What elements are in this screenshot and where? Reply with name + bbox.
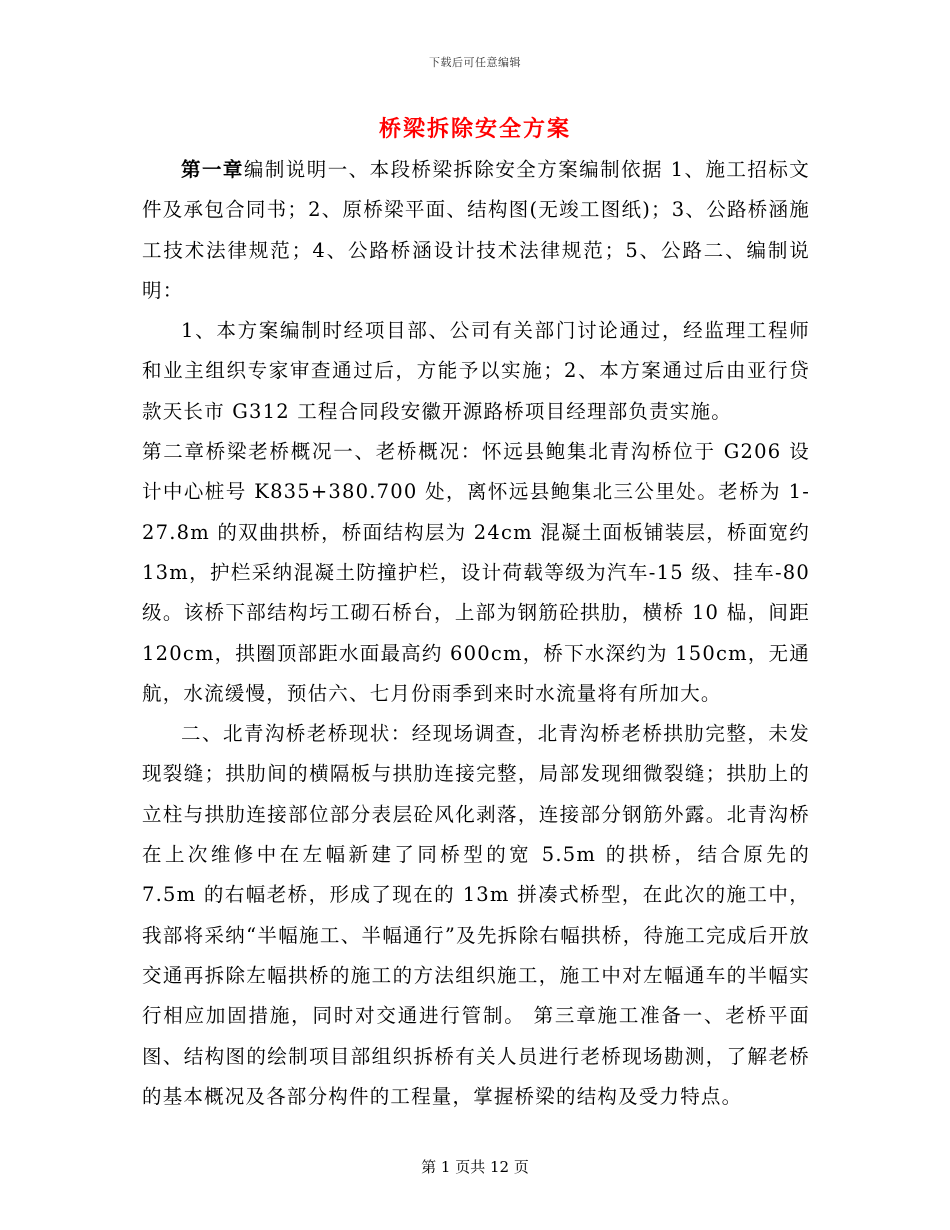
- chapter-one-heading: 第一章: [181, 158, 244, 181]
- paragraph-notes: [142, 311, 810, 432]
- page-number: 第 1 页共 12 页: [421, 1158, 529, 1176]
- header-note: 下载后可任意编辑: [429, 56, 521, 69]
- paragraph-chapter-two: [142, 432, 810, 714]
- document-title: 桥梁拆除安全方案: [378, 116, 571, 142]
- bridge-status-text: 二、北青沟桥老桥现状：经现场调查，北青沟桥老桥拱肋完整，未发现裂缝；拱肋间的横隔板与拱肋连接完整，局部发现细微裂缝；拱肋上的立柱与拱肋连接部位部分表层砼风化剥落，连接部分钢筋外露。北青沟桥在上次维修中在左幅新建了同桥型的宽 5.5m 的拱桥，结合原先的 7.5m 的右幅老桥，形成了现在的 13m 拼凑式桥型，在此次的施工中，我部将采纳“半幅施工、半幅通行”及先拆除右幅拱桥，待施工完成后开放交通再拆除左幅拱桥的施工的方法组织施工，施工中对左幅通车的半幅实行相应加固措施，同时对交通进行管制。 第三章施工准备一、老桥平面图、结构图的绘制项目部组织拆桥有关人员进行老桥现场勘测，了解老桥的基本概况及各部分构件的工程量，掌握桥梁的结构及受力特点。: [142, 722, 810, 1108]
- chapter-two-text: 第二章桥梁老桥概况一、老桥概况：怀远县鲍集北青沟桥位于 G206 设计中心桩号 K835+380.700 处，离怀远县鲍集北三公里处。老桥为 1-27.8m 的双曲拱桥，桥面结构层为 24cm 混凝土面板铺装层，桥面宽约 13m，护栏采纳混凝土防撞护栏，设计荷载等级为汽车-15 级、挂车-80 级。该桥下部结构圬工砌石桥台，上部为钢筋砼拱肋，横桥 10 榀，间距 120cm，拱圈顶部距水面最高约 600cm，桥下水深约为 150cm，无通航，水流缓慢，预估六、七月份雨季到来时水流量将有所加大。: [142, 440, 810, 705]
- paragraph-bridge-status: [142, 714, 810, 1117]
- notes-text: 1、本方案编制时经项目部、公司有关部门讨论通过，经监理工程师和业主组织专家审查通过后，方能予以实施；2、本方案通过后由亚行贷款天长市 G312 工程合同段安徽开源路桥项目经理部负责实施。: [142, 319, 810, 423]
- chapter-one-text: 编制说明一、本段桥梁拆除安全方案编制依据 1、施工招标文件及承包合同书；2、原桥梁平面、结构图(无竣工图纸)；3、公路桥涵施工技术法律规范；4、公路桥涵设计技术法律规范；5、公路二、编制说明：: [142, 158, 810, 302]
- paragraph-chapter-one: [142, 150, 810, 311]
- document-body: [142, 150, 810, 1117]
